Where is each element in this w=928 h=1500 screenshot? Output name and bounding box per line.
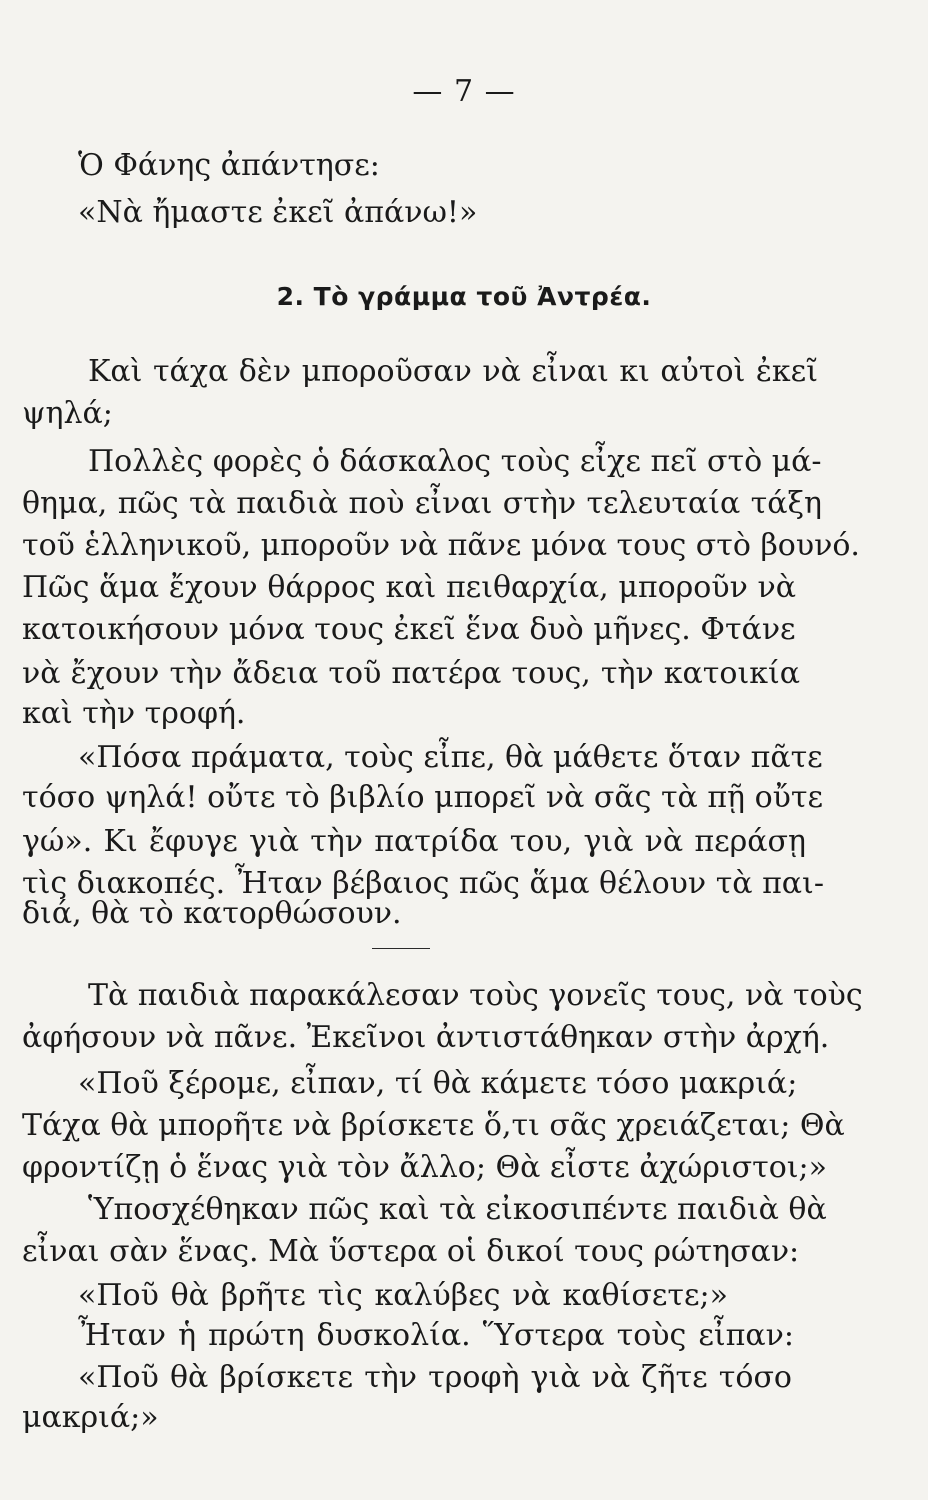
text-line: νὰ ἔχουν τὴν ἄδεια τοῦ πατέρα τους, τὴν κατοικία [22,656,800,691]
text-line: Καὶ τάχα δὲν μποροῦσαν νὰ εἶναι κι αὐτοὶ ἐκεῖ [88,354,818,389]
text-line: «Πόσα πράματα, τοὺς εἶπε, θὰ μάθετε ὅταν πᾶτε [78,740,823,775]
text-line: Ἦταν ἡ πρώτη δυσκολία. Ὕστερα τοὺς εἶπαν: [78,1318,794,1353]
text-line: «Νὰ ἤμαστε ἐκεῖ ἀπάνω!» [78,195,478,230]
text-line: «Ποῦ ξέρομε, εἶπαν, τί θὰ κάμετε τόσο μακριά; [78,1066,798,1101]
text-line: κατοικήσουν μόνα τους ἐκεῖ ἕνα δυὸ μῆνες. Φτάνε [22,612,796,647]
text-line: γώ». Κι ἔφυγε γιὰ τὴν πατρίδα του, γιὰ νὰ περάσῃ [22,824,806,859]
page-number: — 7 — [412,74,516,109]
text-line: Τάχα θὰ μπορῆτε νὰ βρίσκετε ὅ,τι σᾶς χρειάζεται; Θὰ [22,1108,845,1143]
section-title: 2. Τὸ γράμμα τοῦ Ἀντρέα. [276,282,652,311]
text-line: Ὑποσχέθηκαν πῶς καὶ τὰ εἰκοσιπέντε παιδιὰ θὰ [88,1192,827,1227]
text-line: καὶ τὴν τροφή. [22,696,246,731]
text-line: Πῶς ἅμα ἔχουν θάρρος καὶ πειθαρχία, μποροῦν νὰ [22,570,796,605]
text-line: Τὰ παιδιὰ παρακάλεσαν τοὺς γονεῖς τους, νὰ τοὺς [88,978,863,1013]
text-line: μακριά;» [22,1400,159,1435]
section-separator [372,948,430,949]
text-line: θημα, πῶς τὰ παιδιὰ ποὺ εἶναι στὴν τελευταία τάξη [22,486,822,521]
text-line: Πολλὲς φορὲς ὁ δάσκαλος τοὺς εἶχε πεῖ στὸ μά- [88,444,822,479]
text-line: ψηλά; [22,396,113,431]
text-line: «Ποῦ θὰ βρίσκετε τὴν τροφὴ γιὰ νὰ ζῆτε τόσο [78,1360,792,1395]
text-line: τόσο ψηλά! οὔτε τὸ βιβλίο μπορεῖ νὰ σᾶς τὰ πῇ οὔτε [22,780,824,815]
text-line: ἀφήσουν νὰ πᾶνε. Ἐκεῖνοι ἀντιστάθηκαν στὴν ἀρχή. [22,1020,830,1055]
text-line: τὶς διακοπές. Ἦταν βέβαιος πῶς ἅμα θέλουν τὰ παι- [22,866,824,901]
text-line: Ὁ Φάνης ἀπάντησε: [78,148,380,183]
text-line: τοῦ ἑλληνικοῦ, μποροῦν νὰ πᾶνε μόνα τους στὸ βουνό. [22,528,860,563]
text-line: εἶναι σὰν ἕνας. Μὰ ὕστερα οἱ δικοί τους ρώτησαν: [22,1234,800,1269]
text-line: διά, θὰ τὸ κατορθώσουν. [22,896,402,931]
text-line: φροντίζῃ ὁ ἕνας γιὰ τὸν ἄλλο; Θὰ εἶστε ἀχώριστοι;» [22,1150,828,1185]
text-line: «Ποῦ θὰ βρῆτε τὶς καλύβες νὰ καθίσετε;» [78,1278,728,1313]
